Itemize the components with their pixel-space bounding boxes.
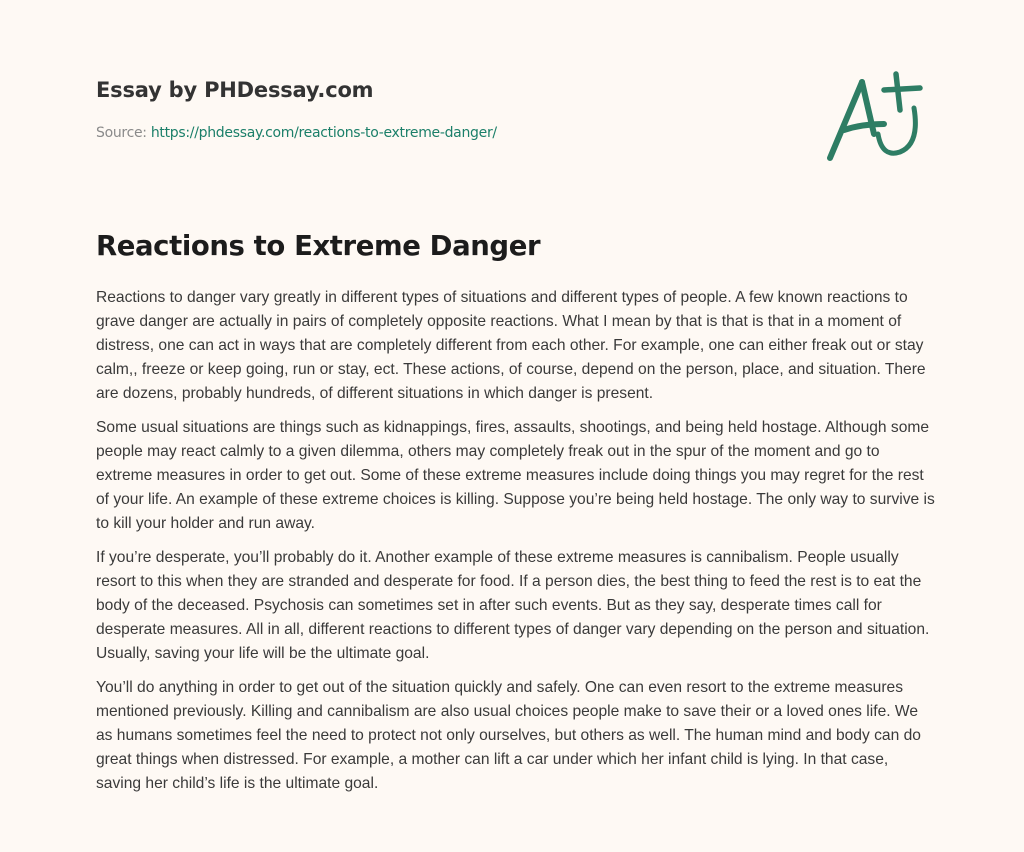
a-plus-grade-icon: [822, 68, 932, 168]
article-paragraph: You’ll do anything in order to get out of the situation quickly and safely. One can even resort to the extreme measures mentioned previously. Killing and cannibalism are also usual choices people make to save their or a loved ones life. We as humans sometimes feel the need to protect not only ourselves, but others as well. The human mind and body can do great things when distressed. For example, a mother can lift a car under which her infant child is lying. In that case, saving her child’s life is the ultimate goal.: [96, 679, 921, 792]
article-body: [96, 286, 936, 806]
source-label: Source:: [96, 125, 151, 141]
brand-title: Essay by PHDessay.com: [96, 78, 374, 102]
article-paragraph: Reactions to danger vary greatly in different types of situations and different types of people. A few known reactions to grave danger are actually in pairs of completely opposite reactions. What I mean by that is that is that in a moment of distress, one can act in ways that are completely different from each other. For example, one can either freak out or stay calm,, freeze or keep going, run or stay, ect. These actions, of course, depend on the person, place, and situation. There are dozens, probably hundreds, of different situations in which danger is present.: [96, 289, 926, 402]
source-line: [96, 123, 796, 143]
article-title: Reactions to Extreme Danger: [96, 230, 541, 262]
article-paragraph: Some usual situations are things such as kidnappings, fires, assaults, shootings, and being held hostage. Although some people may react calmly to a given dilemma, others may completely freak out in the spur of the moment and go to extreme measures in order to get out. Some of these extreme measures include doing things you may regret for the rest of your life. An example of these extreme choices is killing. Suppose you’re being held hostage. The only way to survive is to kill your holder and run away.: [96, 419, 935, 532]
page-header: [96, 76, 796, 143]
source-link[interactable]: https://phdessay.com/reactions-to-extreme-danger/: [150, 125, 497, 141]
article-paragraph: If you’re desperate, you’ll probably do it. Another example of these extreme measures is cannibalism. People usually resort to this when they are stranded and desperate for food. If a person dies, the best thing to feed the rest is to eat the body of the deceased. Psychosis can sometimes set in after such events. But as they say, desperate times call for desperate measures. All in all, different reactions to different types of danger vary depending on the person and situation. Usually, saving your life will be the ultimate goal.: [96, 549, 930, 662]
